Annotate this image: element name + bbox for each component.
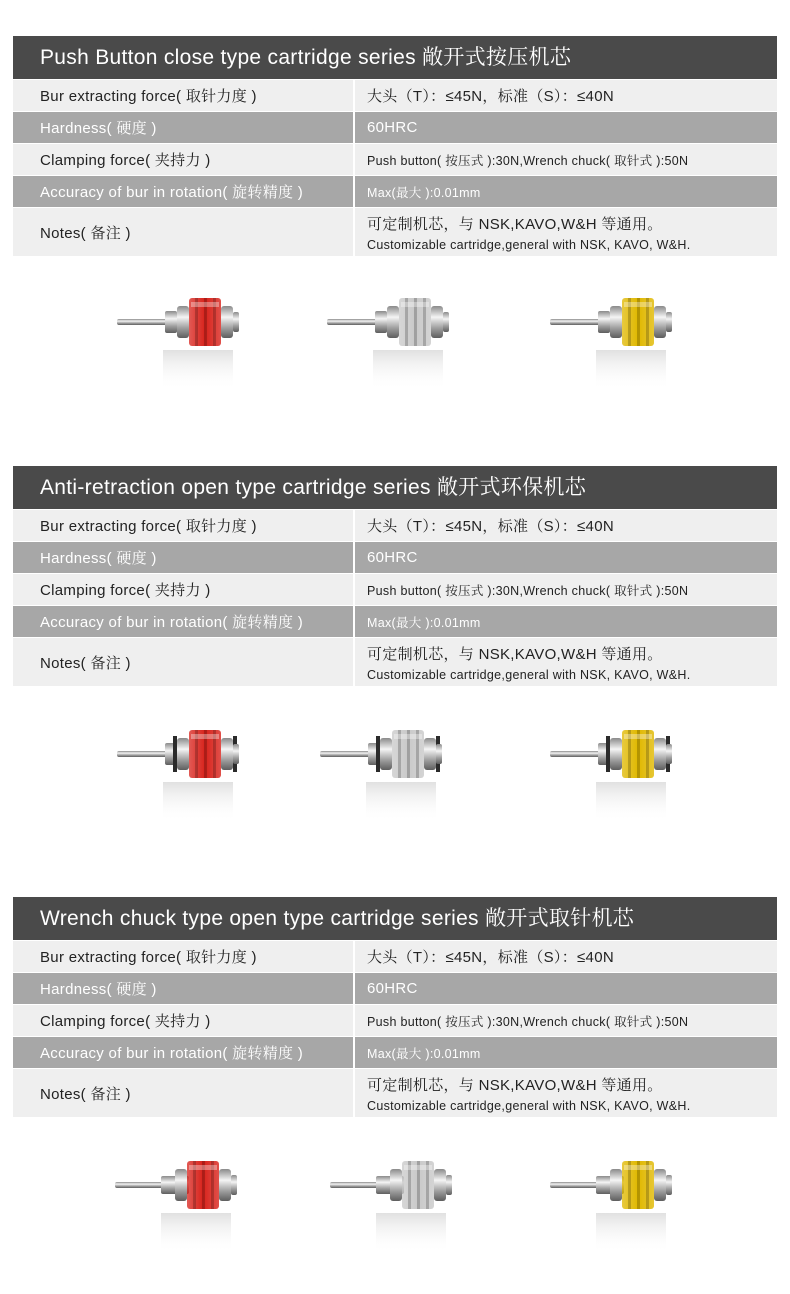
spec-label: Accuracy of bur in rotation( 旋转精度 )	[13, 1037, 353, 1068]
bearing	[610, 1169, 622, 1201]
highlight	[401, 302, 429, 307]
highlight	[624, 734, 652, 739]
seal-ring	[376, 736, 380, 772]
spec-label: Bur extracting force( 取针力度 )	[13, 941, 353, 972]
table-row	[13, 510, 777, 541]
silver-cartridge-image	[306, 714, 456, 844]
spec-value: 60HRC	[355, 112, 777, 143]
bearing	[221, 306, 233, 338]
reflection	[161, 1213, 231, 1253]
spec-value: Push button( 按压式 ):30N,Wrench chuck( 取针式 ):50N	[355, 1005, 777, 1036]
spec-label: Accuracy of bur in rotation( 旋转精度 )	[13, 176, 353, 207]
spec-value: Max(最大 ):0.01mm	[355, 1037, 777, 1068]
shaft	[117, 751, 172, 757]
section-anti-retraction	[13, 466, 777, 856]
seal-ring	[173, 736, 177, 772]
reflection	[596, 1213, 666, 1253]
spec-value	[355, 1069, 777, 1117]
notes-en: Customizable cartridge,general with NSK, KAVO, W&H.	[367, 667, 691, 682]
notes-en: Customizable cartridge,general with NSK, KAVO, W&H.	[367, 237, 691, 252]
table-row	[13, 606, 777, 637]
red-cartridge-image	[103, 714, 253, 844]
highlight	[189, 1165, 217, 1170]
bearing	[387, 306, 399, 338]
section-push-button	[13, 36, 777, 426]
spec-value: 大头（T）：≤45N，标准（S）：≤40N	[355, 941, 777, 972]
spec-value: Push button( 按压式 ):30N,Wrench chuck( 取针式 ):50N	[355, 574, 777, 605]
bearing	[610, 738, 622, 770]
spec-value: 大头（T）：≤45N，标准（S）：≤40N	[355, 510, 777, 541]
section-wrench-chuck	[13, 897, 777, 1287]
bearing	[654, 306, 666, 338]
spec-label: Hardness( 硬度 )	[13, 112, 353, 143]
reflection	[596, 782, 666, 822]
spec-value: 大头（T）：≤45N，标准（S）：≤40N	[355, 80, 777, 111]
notes-cn: 可定制机芯，与 NSK,KAVO,W&H 等通用。	[367, 645, 663, 663]
spec-label: Notes( 备注 )	[13, 638, 353, 686]
bearing	[431, 306, 443, 338]
table-row	[13, 542, 777, 573]
spec-label: Notes( 备注 )	[13, 1069, 353, 1117]
table-row	[13, 574, 777, 605]
table-row	[13, 176, 777, 207]
spec-value: Push button( 按压式 ):30N,Wrench chuck( 取针式 ):50N	[355, 144, 777, 175]
notes-en: Customizable cartridge,general with NSK, KAVO, W&H.	[367, 1098, 691, 1113]
reflection	[366, 782, 436, 822]
bearing	[654, 738, 666, 770]
reflection	[376, 1213, 446, 1253]
table-row	[13, 941, 777, 972]
table-row	[13, 112, 777, 143]
end-cap	[443, 312, 449, 332]
spec-label: Notes( 备注 )	[13, 208, 353, 256]
section-title: Anti-retraction open type cartridge series 敞开式环保机芯	[13, 466, 777, 509]
spec-table	[13, 510, 777, 686]
bearing	[610, 306, 622, 338]
table-row	[13, 1005, 777, 1036]
spec-label: Accuracy of bur in rotation( 旋转精度 )	[13, 606, 353, 637]
shaft	[320, 751, 375, 757]
spec-value	[355, 638, 777, 686]
collar	[165, 311, 177, 333]
notes-cn: 可定制机芯，与 NSK,KAVO,W&H 等通用。	[367, 1076, 663, 1094]
spec-label: Bur extracting force( 取针力度 )	[13, 80, 353, 111]
product-images	[13, 256, 777, 426]
section-title: Wrench chuck type open type cartridge series 敞开式取针机芯	[13, 897, 777, 940]
table-row	[13, 638, 777, 686]
shaft	[550, 319, 605, 325]
gold-cartridge-image	[536, 714, 686, 844]
collar	[375, 311, 387, 333]
reflection	[596, 350, 666, 390]
spec-value: 60HRC	[355, 542, 777, 573]
red-cartridge-image	[103, 282, 253, 412]
reflection	[163, 782, 233, 822]
highlight	[404, 1165, 432, 1170]
notes-cn: 可定制机芯，与 NSK,KAVO,W&H 等通用。	[367, 215, 663, 233]
highlight	[624, 302, 652, 307]
red-cartridge-image	[101, 1145, 251, 1275]
product-images	[13, 1117, 777, 1287]
spec-value: 60HRC	[355, 973, 777, 1004]
table-row	[13, 1069, 777, 1117]
end-cap	[666, 744, 672, 764]
gold-cartridge-image	[536, 1145, 686, 1275]
silver-cartridge-image	[316, 1145, 466, 1275]
spec-value: Max(最大 ):0.01mm	[355, 606, 777, 637]
spec-label: Clamping force( 夹持力 )	[13, 144, 353, 175]
end-cap	[666, 312, 672, 332]
seal-ring	[606, 736, 610, 772]
bearing	[654, 1169, 666, 1201]
reflection	[163, 350, 233, 390]
spec-table	[13, 80, 777, 256]
end-cap	[233, 312, 239, 332]
bearing	[177, 306, 189, 338]
end-cap	[436, 744, 442, 764]
spec-label: Hardness( 硬度 )	[13, 542, 353, 573]
table-row	[13, 973, 777, 1004]
end-cap	[233, 744, 239, 764]
bearing	[434, 1169, 446, 1201]
spec-label: Bur extracting force( 取针力度 )	[13, 510, 353, 541]
end-cap	[446, 1175, 452, 1195]
highlight	[191, 734, 219, 739]
bearing	[221, 738, 233, 770]
spec-label: Clamping force( 夹持力 )	[13, 1005, 353, 1036]
table-row	[13, 208, 777, 256]
spec-label: Hardness( 硬度 )	[13, 973, 353, 1004]
table-row	[13, 80, 777, 111]
bearing	[177, 738, 189, 770]
product-images	[13, 686, 777, 856]
shaft	[550, 751, 605, 757]
end-cap	[231, 1175, 237, 1195]
bearing	[175, 1169, 187, 1201]
bearing	[219, 1169, 231, 1201]
silver-cartridge-image	[313, 282, 463, 412]
bearing	[380, 738, 392, 770]
bearing	[424, 738, 436, 770]
reflection	[373, 350, 443, 390]
highlight	[394, 734, 422, 739]
table-row	[13, 144, 777, 175]
shaft	[117, 319, 172, 325]
highlight	[191, 302, 219, 307]
spec-value	[355, 208, 777, 256]
gold-cartridge-image	[536, 282, 686, 412]
table-row	[13, 1037, 777, 1068]
bearing	[390, 1169, 402, 1201]
collar	[598, 311, 610, 333]
section-title: Push Button close type cartridge series 敞开式按压机芯	[13, 36, 777, 79]
spec-table	[13, 941, 777, 1117]
end-cap	[666, 1175, 672, 1195]
shaft	[327, 319, 382, 325]
spec-label: Clamping force( 夹持力 )	[13, 574, 353, 605]
highlight	[624, 1165, 652, 1170]
spec-value: Max(最大 ):0.01mm	[355, 176, 777, 207]
